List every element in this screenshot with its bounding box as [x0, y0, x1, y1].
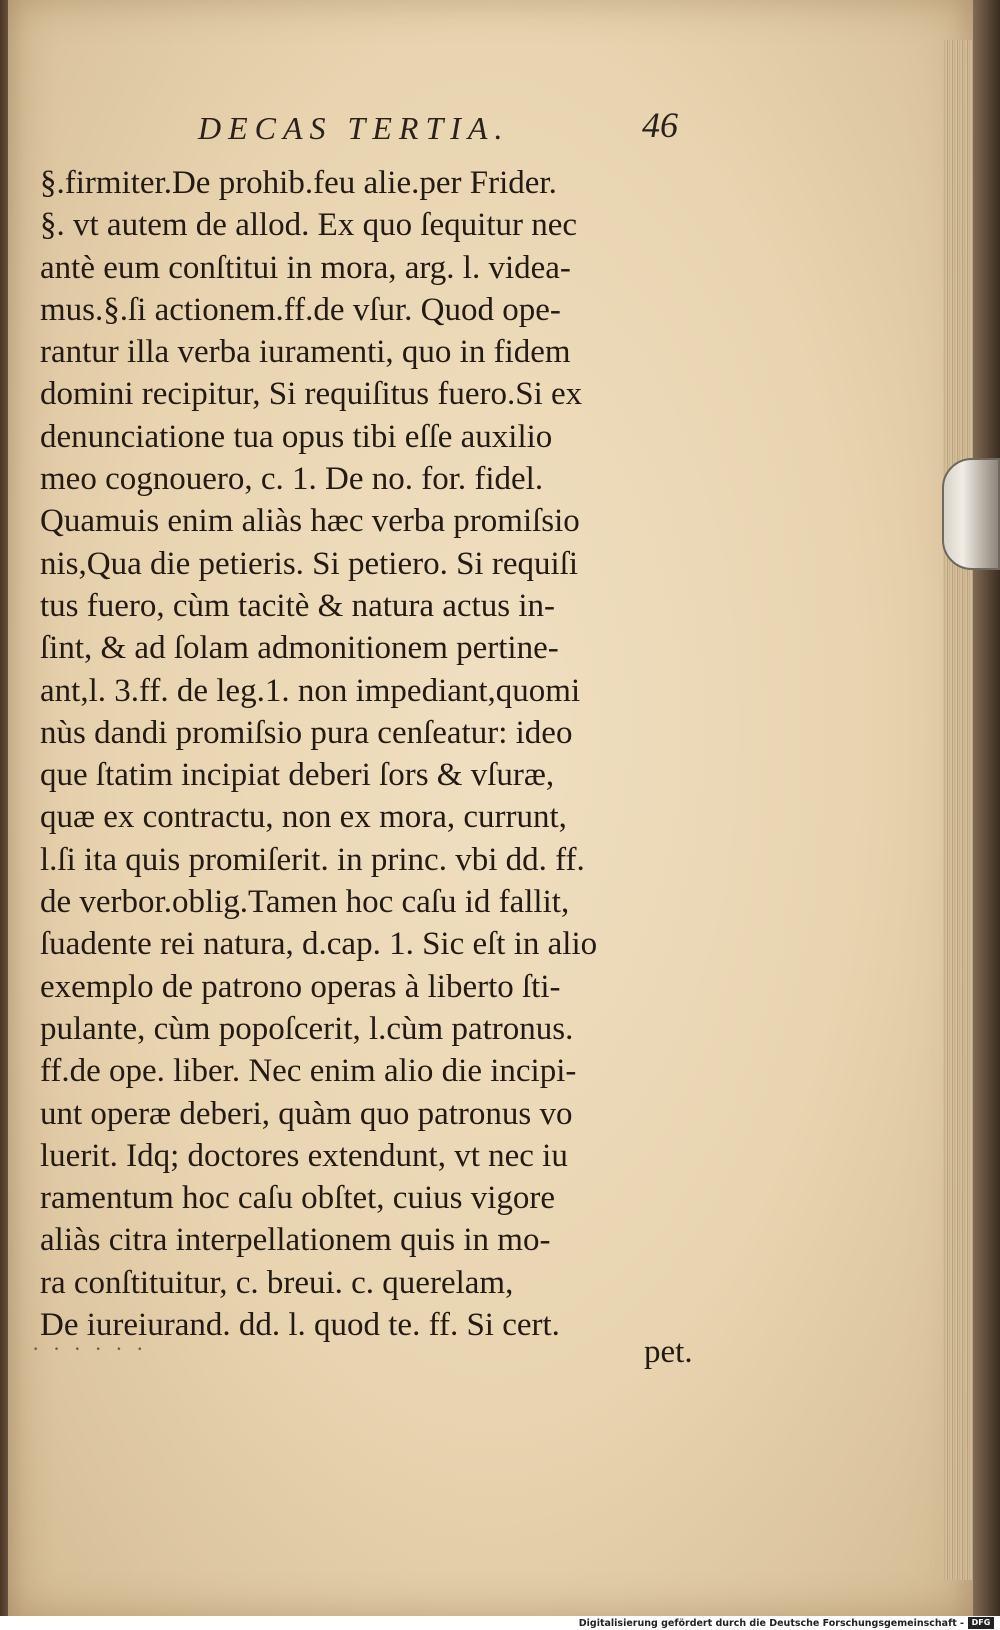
text-line: §. vt autem de allod. Ex quo ſequitur nec	[40, 207, 578, 244]
text-line: que ſtatim incipiat deberi ſors & vſuræ,	[40, 757, 555, 794]
text-line: unt operæ deberi, quàm quo patronus vo	[40, 1095, 573, 1132]
paper-leaf	[8, 0, 973, 1616]
book-clasp	[942, 458, 1000, 570]
margin-dots: · · · · · ·	[32, 1336, 148, 1361]
text-line: nis,Qua die petieris. Si petiero. Si requiſi	[40, 545, 578, 582]
text-line: Quamuis enim aliàs hæc verba promiſsio	[40, 503, 580, 540]
text-line: ant,l. 3.ff. de leg.1. non impediant,quomi	[40, 672, 581, 709]
text-line: ra conſtituitur, c. breui. c. querelam,	[40, 1264, 514, 1301]
text-line: quæ ex contractu, non ex mora, currunt,	[40, 799, 567, 836]
text-line: luerit. Idq; doctores extendunt, vt nec iu	[40, 1137, 568, 1174]
text-line: mus.§.ſi actionem.ff.de vſur. Quod ope-	[40, 291, 561, 328]
text-line: pulante, cùm popoſcerit, l.cùm patronus.	[40, 1010, 574, 1047]
page-edges	[943, 40, 973, 1580]
text-line: l.ſi ita quis promiſerit. in princ. vbi dd. ff.	[40, 841, 585, 878]
page-number: 46	[642, 105, 678, 145]
text-line: ſuadente rei natura, d.cap. 1. Sic eſt in alio	[40, 926, 598, 963]
text-line: De iureiurand. dd. l. quod te. ff. Si cert.	[40, 1307, 560, 1344]
text-line: exemplo de patrono operas à liberto ſti-	[40, 968, 561, 1005]
dfg-logo: DFG	[968, 1617, 994, 1629]
text-line: meo cognouero, c. 1. De no. for. fidel.	[40, 461, 544, 498]
text-line: nùs dandi promiſsio pura cenſeatur: ideo	[40, 714, 573, 751]
catchword: pet.	[644, 1334, 693, 1370]
text-line: ramentum hoc caſu obſtet, cuius vigore	[40, 1180, 556, 1217]
running-head: DECAS TERTIA.	[198, 110, 510, 146]
text-line: ff.de ope. liber. Nec enim alio die incipi-	[40, 1053, 577, 1090]
footer-strip	[0, 1616, 1000, 1630]
body-text	[40, 162, 730, 1346]
text-line: domini recipitur, Si requiſitus fuero.Si ex	[40, 376, 583, 413]
text-line: de verbor.oblig.Tamen hoc caſu id fallit,	[40, 884, 570, 921]
text-line: rantur illa verba iuramenti, quo in fidem	[40, 334, 571, 371]
text-line: tus fuero, cùm tacitè & natura actus in-	[40, 587, 555, 624]
text-line: aliàs citra interpellationem quis in mo-	[40, 1222, 551, 1259]
funding-credit: Digitalisierung gefördert durch die Deutsche Forschungsgemeinschaft -	[578, 1618, 964, 1629]
text-line: denunciatione tua opus tibi eſſe auxilio	[40, 418, 553, 455]
text-line: antè eum conſtitui in mora, arg. l. videa-	[40, 249, 571, 286]
text-line: §.firmiter.De prohib.feu alie.per Frider.	[40, 165, 557, 201]
text-line: ſint, & ad ſolam admonitionem pertine-	[40, 630, 559, 667]
